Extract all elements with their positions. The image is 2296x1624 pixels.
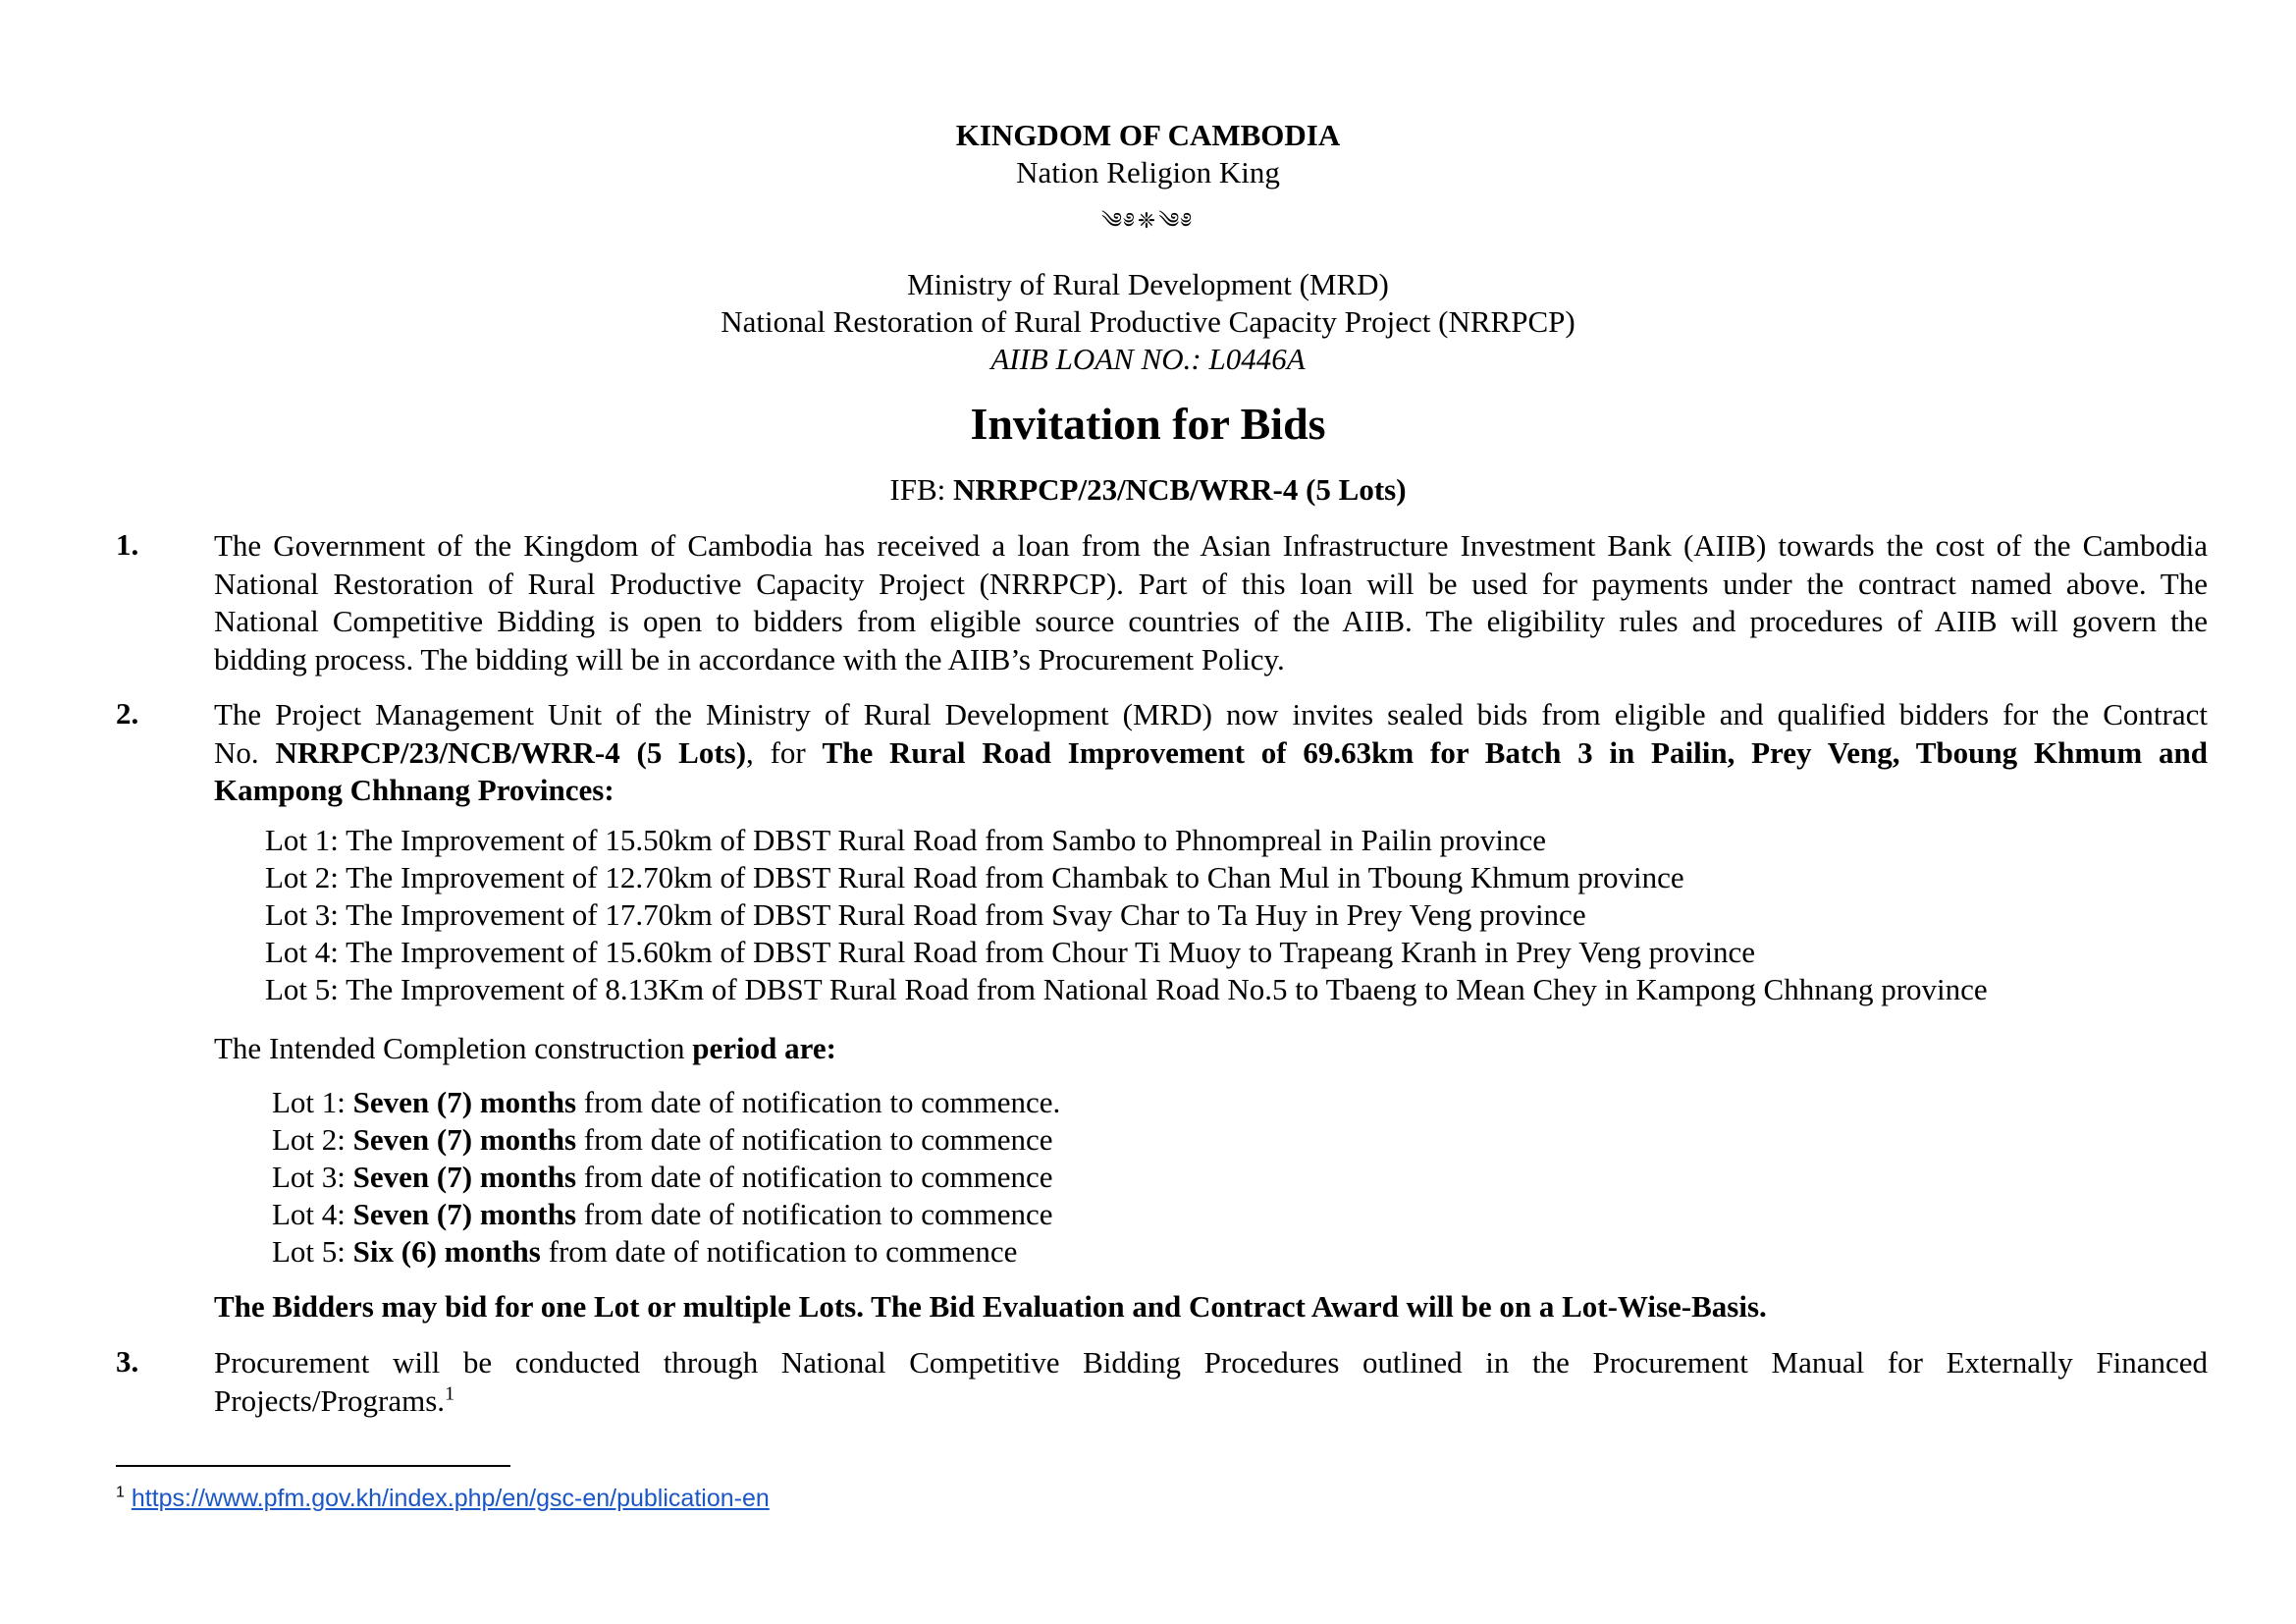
period-rest: from date of notification to commence. xyxy=(576,1085,1061,1119)
section-3-line: Procurement will be conducted through National Competitive Bidding Procedures outlined in the Procurement Manual for Externally Financed xyxy=(214,1345,2208,1380)
footnote-divider xyxy=(116,1465,510,1467)
section-1-paragraph xyxy=(214,527,2208,678)
section-1-line: bidding process. The bidding will be in accordance with the AIIB’s Procurement Policy. xyxy=(214,641,1285,677)
period-item xyxy=(272,1197,1053,1232)
contract-no-label: No. xyxy=(214,734,276,770)
footnote-ref: 1 xyxy=(445,1382,455,1405)
period-duration: Seven (7) months xyxy=(352,1122,577,1157)
ifb-prefix: IFB: xyxy=(889,472,954,507)
section-3-line xyxy=(214,1382,2208,1421)
section-1-number: 1. xyxy=(116,527,139,562)
section-1-line: The Government of the Kingdom of Cambodia has received a loan from the Asian Infrastructure Investment Bank (AIIB) towards the cost of the Cambodia xyxy=(214,528,2208,563)
section-2-line: The Project Management Unit of the Ministry of Rural Development (MRD) now invites sealed bids from eligible and qualified bidders for the Contract xyxy=(214,697,2208,731)
period-duration: Seven (7) months xyxy=(352,1160,577,1194)
lot-item: Lot 5: The Improvement of 8.13Km of DBST Rural Road from National Road No.5 to Tbaeng to Mean Chey in Kampong Chhnang province xyxy=(265,972,1988,1006)
project-name: National Restoration of Rural Productive Capacity Project (NRRPCP) xyxy=(721,304,1575,339)
contract-title-cont: Kampong Chhnang Provinces: xyxy=(214,773,614,807)
bid-note: The Bidders may bid for one Lot or multiple Lots. The Bid Evaluation and Contract Award will be on a Lot-Wise-Basis. xyxy=(214,1289,1767,1324)
period-item xyxy=(272,1122,1053,1158)
period-lot: Lot 5: xyxy=(272,1234,353,1269)
period-duration: Seven (7) months xyxy=(352,1085,577,1119)
period-item xyxy=(272,1234,1017,1270)
period-duration: Six (6) months xyxy=(352,1234,541,1269)
period-lot: Lot 3: xyxy=(272,1160,353,1194)
contract-for: , for xyxy=(746,734,823,770)
contract-title: The Rural Road Improvement of 69.63km for Batch 3 in Pailin, Prey Veng, Tboung Khmum and xyxy=(822,734,2208,770)
footnote xyxy=(116,1485,770,1513)
lot-item: Lot 2: The Improvement of 12.70km of DBST Rural Road from Chambak to Chan Mul in Tboung Khmum province xyxy=(265,860,1684,894)
section-2-line xyxy=(214,734,2208,773)
period-item xyxy=(272,1160,1053,1195)
lot-item: Lot 4: The Improvement of 15.60km of DBST Rural Road from Chour Ti Muoy to Trapeang Kranh in Prey Veng province xyxy=(265,935,1756,969)
period-lot: Lot 2: xyxy=(272,1122,353,1157)
lot-item: Lot 3: The Improvement of 17.70km of DBST Rural Road from Svay Char to Ta Huy in Prey Veng province xyxy=(265,897,1586,932)
completion-heading xyxy=(214,1031,836,1066)
ornament-icon: ༄༅❈༄༅ xyxy=(1101,209,1195,234)
period-rest: from date of notification to commence xyxy=(576,1160,1053,1194)
period-duration: Seven (7) months xyxy=(352,1197,577,1231)
period-rest: from date of notification to commence xyxy=(576,1122,1053,1157)
loan-number: AIIB LOAN NO.: L0446A xyxy=(990,342,1306,376)
section-3-paragraph xyxy=(214,1344,2208,1420)
section-1-line: National Restoration of Rural Productive Capacity Project (NRRPCP). Part of this loan will be used for payments under the contract named above. The xyxy=(214,566,2208,601)
section-3-number: 3. xyxy=(116,1344,139,1379)
ministry-name: Ministry of Rural Development (MRD) xyxy=(907,267,1389,301)
footnote-link[interactable]: https://www.pfm.gov.kh/index.php/en/gsc-en/publication-en xyxy=(131,1485,770,1512)
ifb-reference xyxy=(0,472,2296,508)
section-3-line2: Projects/Programs. xyxy=(214,1382,446,1418)
contract-code: NRRPCP/23/NCB/WRR-4 (5 Lots) xyxy=(275,734,747,770)
completion-bold: period are: xyxy=(692,1031,836,1065)
period-rest: from date of notification to commence xyxy=(576,1197,1053,1231)
period-rest: from date of notification to commence xyxy=(540,1234,1018,1269)
section-2-paragraph xyxy=(214,696,2208,810)
completion-text: The Intended Completion construction xyxy=(214,1031,693,1065)
footnote-marker: 1 xyxy=(116,1484,125,1501)
section-2-number: 2. xyxy=(116,696,139,731)
period-item xyxy=(272,1085,1060,1120)
ifb-code: NRRPCP/23/NCB/WRR-4 (5 Lots) xyxy=(953,472,1407,507)
period-lot: Lot 4: xyxy=(272,1197,353,1231)
section-1-line: National Competitive Bidding is open to bidders from eligible source countries of the AIIB. The eligibility rules and procedures of AIIB will govern the xyxy=(214,604,2208,638)
lot-item: Lot 1: The Improvement of 15.50km of DBST Rural Road from Sambo to Phnompreal in Pailin province xyxy=(265,823,1546,857)
period-lot: Lot 1: xyxy=(272,1085,353,1119)
page-title: Invitation for Bids xyxy=(970,399,1326,449)
motto: Nation Religion King xyxy=(1016,155,1280,189)
kingdom-heading: KINGDOM OF CAMBODIA xyxy=(955,118,1341,152)
